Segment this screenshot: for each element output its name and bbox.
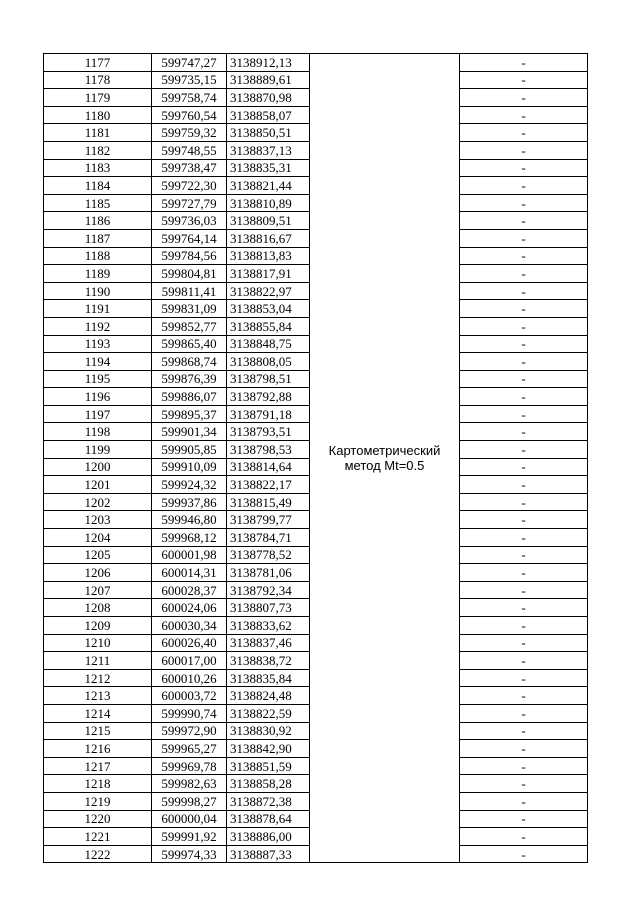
point-number-cell: 1185	[44, 194, 152, 212]
accuracy-value-cell: -	[460, 141, 588, 159]
x-coordinate-cell: 599804,81	[152, 265, 227, 283]
y-coordinate-cell: 3138778,52	[227, 546, 310, 564]
accuracy-value-cell: -	[460, 106, 588, 124]
y-coordinate-cell: 3138821,44	[227, 177, 310, 195]
y-coordinate-cell: 3138822,59	[227, 704, 310, 722]
point-number-cell: 1177	[44, 54, 152, 72]
point-number-cell: 1208	[44, 599, 152, 617]
accuracy-value-cell: -	[460, 529, 588, 547]
point-number-cell: 1212	[44, 669, 152, 687]
x-coordinate-cell: 599865,40	[152, 335, 227, 353]
accuracy-value-cell: -	[460, 353, 588, 371]
coordinates-table	[43, 53, 588, 863]
y-coordinate-cell: 3138851,59	[227, 757, 310, 775]
point-number-cell: 1201	[44, 476, 152, 494]
x-coordinate-cell: 599905,85	[152, 441, 227, 459]
point-number-cell: 1213	[44, 687, 152, 705]
y-coordinate-cell: 3138837,46	[227, 634, 310, 652]
method-line-1: Картометрический	[328, 443, 441, 459]
accuracy-value-cell: -	[460, 476, 588, 494]
x-coordinate-cell: 599901,34	[152, 423, 227, 441]
point-number-cell: 1180	[44, 106, 152, 124]
point-number-cell: 1178	[44, 71, 152, 89]
point-number-cell: 1215	[44, 722, 152, 740]
accuracy-value-cell: -	[460, 617, 588, 635]
x-coordinate-cell: 599972,90	[152, 722, 227, 740]
x-coordinate-cell: 599968,12	[152, 529, 227, 547]
point-number-cell: 1182	[44, 141, 152, 159]
accuracy-value-cell: -	[460, 704, 588, 722]
point-number-cell: 1221	[44, 828, 152, 846]
accuracy-value-cell: -	[460, 652, 588, 670]
point-number-cell: 1206	[44, 564, 152, 582]
accuracy-value-cell: -	[460, 845, 588, 863]
x-coordinate-cell: 600028,37	[152, 581, 227, 599]
x-coordinate-cell: 599991,92	[152, 828, 227, 846]
point-number-cell: 1209	[44, 617, 152, 635]
y-coordinate-cell: 3138886,00	[227, 828, 310, 846]
point-number-cell: 1188	[44, 247, 152, 265]
y-coordinate-cell: 3138833,62	[227, 617, 310, 635]
accuracy-value-cell: -	[460, 229, 588, 247]
x-coordinate-cell: 599924,32	[152, 476, 227, 494]
x-coordinate-cell: 600001,98	[152, 546, 227, 564]
point-number-cell: 1193	[44, 335, 152, 353]
x-coordinate-cell: 600026,40	[152, 634, 227, 652]
y-coordinate-cell: 3138815,49	[227, 493, 310, 511]
point-number-cell: 1196	[44, 388, 152, 406]
accuracy-value-cell: -	[460, 722, 588, 740]
x-coordinate-cell: 600014,31	[152, 564, 227, 582]
x-coordinate-cell: 599736,03	[152, 212, 227, 230]
x-coordinate-cell: 600003,72	[152, 687, 227, 705]
coordinates-table-body	[44, 54, 588, 863]
point-number-cell: 1198	[44, 423, 152, 441]
point-number-cell: 1203	[44, 511, 152, 529]
y-coordinate-cell: 3138872,38	[227, 792, 310, 810]
method-cell	[310, 54, 460, 863]
accuracy-value-cell: -	[460, 441, 588, 459]
point-number-cell: 1204	[44, 529, 152, 547]
point-number-cell: 1187	[44, 229, 152, 247]
x-coordinate-cell: 599965,27	[152, 740, 227, 758]
x-coordinate-cell: 599760,54	[152, 106, 227, 124]
x-coordinate-cell: 600010,26	[152, 669, 227, 687]
x-coordinate-cell: 599998,27	[152, 792, 227, 810]
y-coordinate-cell: 3138835,31	[227, 159, 310, 177]
y-coordinate-cell: 3138791,18	[227, 405, 310, 423]
y-coordinate-cell: 3138799,77	[227, 511, 310, 529]
y-coordinate-cell: 3138792,88	[227, 388, 310, 406]
y-coordinate-cell: 3138889,61	[227, 71, 310, 89]
accuracy-value-cell: -	[460, 634, 588, 652]
point-number-cell: 1207	[44, 581, 152, 599]
y-coordinate-cell: 3138809,51	[227, 212, 310, 230]
y-coordinate-cell: 3138822,97	[227, 282, 310, 300]
table-row	[44, 54, 588, 72]
y-coordinate-cell: 3138798,51	[227, 370, 310, 388]
x-coordinate-cell: 599831,09	[152, 300, 227, 318]
accuracy-value-cell: -	[460, 792, 588, 810]
x-coordinate-cell: 599974,33	[152, 845, 227, 863]
point-number-cell: 1179	[44, 89, 152, 107]
point-number-cell: 1220	[44, 810, 152, 828]
accuracy-value-cell: -	[460, 546, 588, 564]
y-coordinate-cell: 3138870,98	[227, 89, 310, 107]
x-coordinate-cell: 599784,56	[152, 247, 227, 265]
point-number-cell: 1202	[44, 493, 152, 511]
point-number-cell: 1222	[44, 845, 152, 863]
y-coordinate-cell: 3138838,72	[227, 652, 310, 670]
y-coordinate-cell: 3138878,64	[227, 810, 310, 828]
accuracy-value-cell: -	[460, 71, 588, 89]
point-number-cell: 1210	[44, 634, 152, 652]
y-coordinate-cell: 3138858,07	[227, 106, 310, 124]
x-coordinate-cell: 599910,09	[152, 458, 227, 476]
point-number-cell: 1191	[44, 300, 152, 318]
y-coordinate-cell: 3138858,28	[227, 775, 310, 793]
y-coordinate-cell: 3138817,91	[227, 265, 310, 283]
y-coordinate-cell: 3138808,05	[227, 353, 310, 371]
point-number-cell: 1195	[44, 370, 152, 388]
accuracy-value-cell: -	[460, 669, 588, 687]
x-coordinate-cell: 599946,80	[152, 511, 227, 529]
y-coordinate-cell: 3138835,84	[227, 669, 310, 687]
accuracy-value-cell: -	[460, 740, 588, 758]
x-coordinate-cell: 599937,86	[152, 493, 227, 511]
accuracy-value-cell: -	[460, 810, 588, 828]
point-number-cell: 1214	[44, 704, 152, 722]
x-coordinate-cell: 599759,32	[152, 124, 227, 142]
y-coordinate-cell: 3138781,06	[227, 564, 310, 582]
y-coordinate-cell: 3138837,13	[227, 141, 310, 159]
point-number-cell: 1186	[44, 212, 152, 230]
x-coordinate-cell: 599852,77	[152, 317, 227, 335]
point-number-cell: 1189	[44, 265, 152, 283]
point-number-cell: 1192	[44, 317, 152, 335]
accuracy-value-cell: -	[460, 405, 588, 423]
y-coordinate-cell: 3138850,51	[227, 124, 310, 142]
y-coordinate-cell: 3138855,84	[227, 317, 310, 335]
accuracy-value-cell: -	[460, 212, 588, 230]
x-coordinate-cell: 600030,34	[152, 617, 227, 635]
y-coordinate-cell: 3138830,92	[227, 722, 310, 740]
accuracy-value-cell: -	[460, 599, 588, 617]
point-number-cell: 1218	[44, 775, 152, 793]
x-coordinate-cell: 599727,79	[152, 194, 227, 212]
accuracy-value-cell: -	[460, 124, 588, 142]
accuracy-value-cell: -	[460, 317, 588, 335]
accuracy-value-cell: -	[460, 775, 588, 793]
y-coordinate-cell: 3138912,13	[227, 54, 310, 72]
accuracy-value-cell: -	[460, 247, 588, 265]
y-coordinate-cell: 3138792,34	[227, 581, 310, 599]
y-coordinate-cell: 3138848,75	[227, 335, 310, 353]
y-coordinate-cell: 3138842,90	[227, 740, 310, 758]
accuracy-value-cell: -	[460, 423, 588, 441]
x-coordinate-cell: 599748,55	[152, 141, 227, 159]
accuracy-value-cell: -	[460, 458, 588, 476]
y-coordinate-cell: 3138814,64	[227, 458, 310, 476]
accuracy-value-cell: -	[460, 493, 588, 511]
x-coordinate-cell: 600000,04	[152, 810, 227, 828]
x-coordinate-cell: 599895,37	[152, 405, 227, 423]
y-coordinate-cell: 3138816,67	[227, 229, 310, 247]
x-coordinate-cell: 600024,06	[152, 599, 227, 617]
x-coordinate-cell: 599738,47	[152, 159, 227, 177]
y-coordinate-cell: 3138813,83	[227, 247, 310, 265]
accuracy-value-cell: -	[460, 89, 588, 107]
point-number-cell: 1217	[44, 757, 152, 775]
accuracy-value-cell: -	[460, 282, 588, 300]
x-coordinate-cell: 600017,00	[152, 652, 227, 670]
x-coordinate-cell: 599969,78	[152, 757, 227, 775]
x-coordinate-cell: 599735,15	[152, 71, 227, 89]
x-coordinate-cell: 599722,30	[152, 177, 227, 195]
x-coordinate-cell: 599868,74	[152, 353, 227, 371]
accuracy-value-cell: -	[460, 511, 588, 529]
accuracy-value-cell: -	[460, 370, 588, 388]
x-coordinate-cell: 599876,39	[152, 370, 227, 388]
accuracy-value-cell: -	[460, 54, 588, 72]
accuracy-value-cell: -	[460, 564, 588, 582]
x-coordinate-cell: 599811,41	[152, 282, 227, 300]
accuracy-value-cell: -	[460, 194, 588, 212]
accuracy-value-cell: -	[460, 687, 588, 705]
y-coordinate-cell: 3138824,48	[227, 687, 310, 705]
x-coordinate-cell: 599982,63	[152, 775, 227, 793]
x-coordinate-cell: 599886,07	[152, 388, 227, 406]
accuracy-value-cell: -	[460, 388, 588, 406]
y-coordinate-cell: 3138853,04	[227, 300, 310, 318]
y-coordinate-cell: 3138810,89	[227, 194, 310, 212]
point-number-cell: 1181	[44, 124, 152, 142]
point-number-cell: 1190	[44, 282, 152, 300]
point-number-cell: 1199	[44, 441, 152, 459]
accuracy-value-cell: -	[460, 335, 588, 353]
point-number-cell: 1200	[44, 458, 152, 476]
y-coordinate-cell: 3138793,51	[227, 423, 310, 441]
accuracy-value-cell: -	[460, 177, 588, 195]
x-coordinate-cell: 599758,74	[152, 89, 227, 107]
y-coordinate-cell: 3138887,33	[227, 845, 310, 863]
point-number-cell: 1183	[44, 159, 152, 177]
point-number-cell: 1216	[44, 740, 152, 758]
accuracy-value-cell: -	[460, 300, 588, 318]
accuracy-value-cell: -	[460, 581, 588, 599]
point-number-cell: 1184	[44, 177, 152, 195]
x-coordinate-cell: 599747,27	[152, 54, 227, 72]
x-coordinate-cell: 599764,14	[152, 229, 227, 247]
point-number-cell: 1194	[44, 353, 152, 371]
x-coordinate-cell: 599990,74	[152, 704, 227, 722]
y-coordinate-cell: 3138784,71	[227, 529, 310, 547]
accuracy-value-cell: -	[460, 159, 588, 177]
y-coordinate-cell: 3138822,17	[227, 476, 310, 494]
y-coordinate-cell: 3138807,73	[227, 599, 310, 617]
point-number-cell: 1197	[44, 405, 152, 423]
accuracy-value-cell: -	[460, 828, 588, 846]
y-coordinate-cell: 3138798,53	[227, 441, 310, 459]
point-number-cell: 1211	[44, 652, 152, 670]
point-number-cell: 1219	[44, 792, 152, 810]
point-number-cell: 1205	[44, 546, 152, 564]
accuracy-value-cell: -	[460, 757, 588, 775]
accuracy-value-cell: -	[460, 265, 588, 283]
method-line-2: метод Mt=0.5	[344, 458, 425, 474]
